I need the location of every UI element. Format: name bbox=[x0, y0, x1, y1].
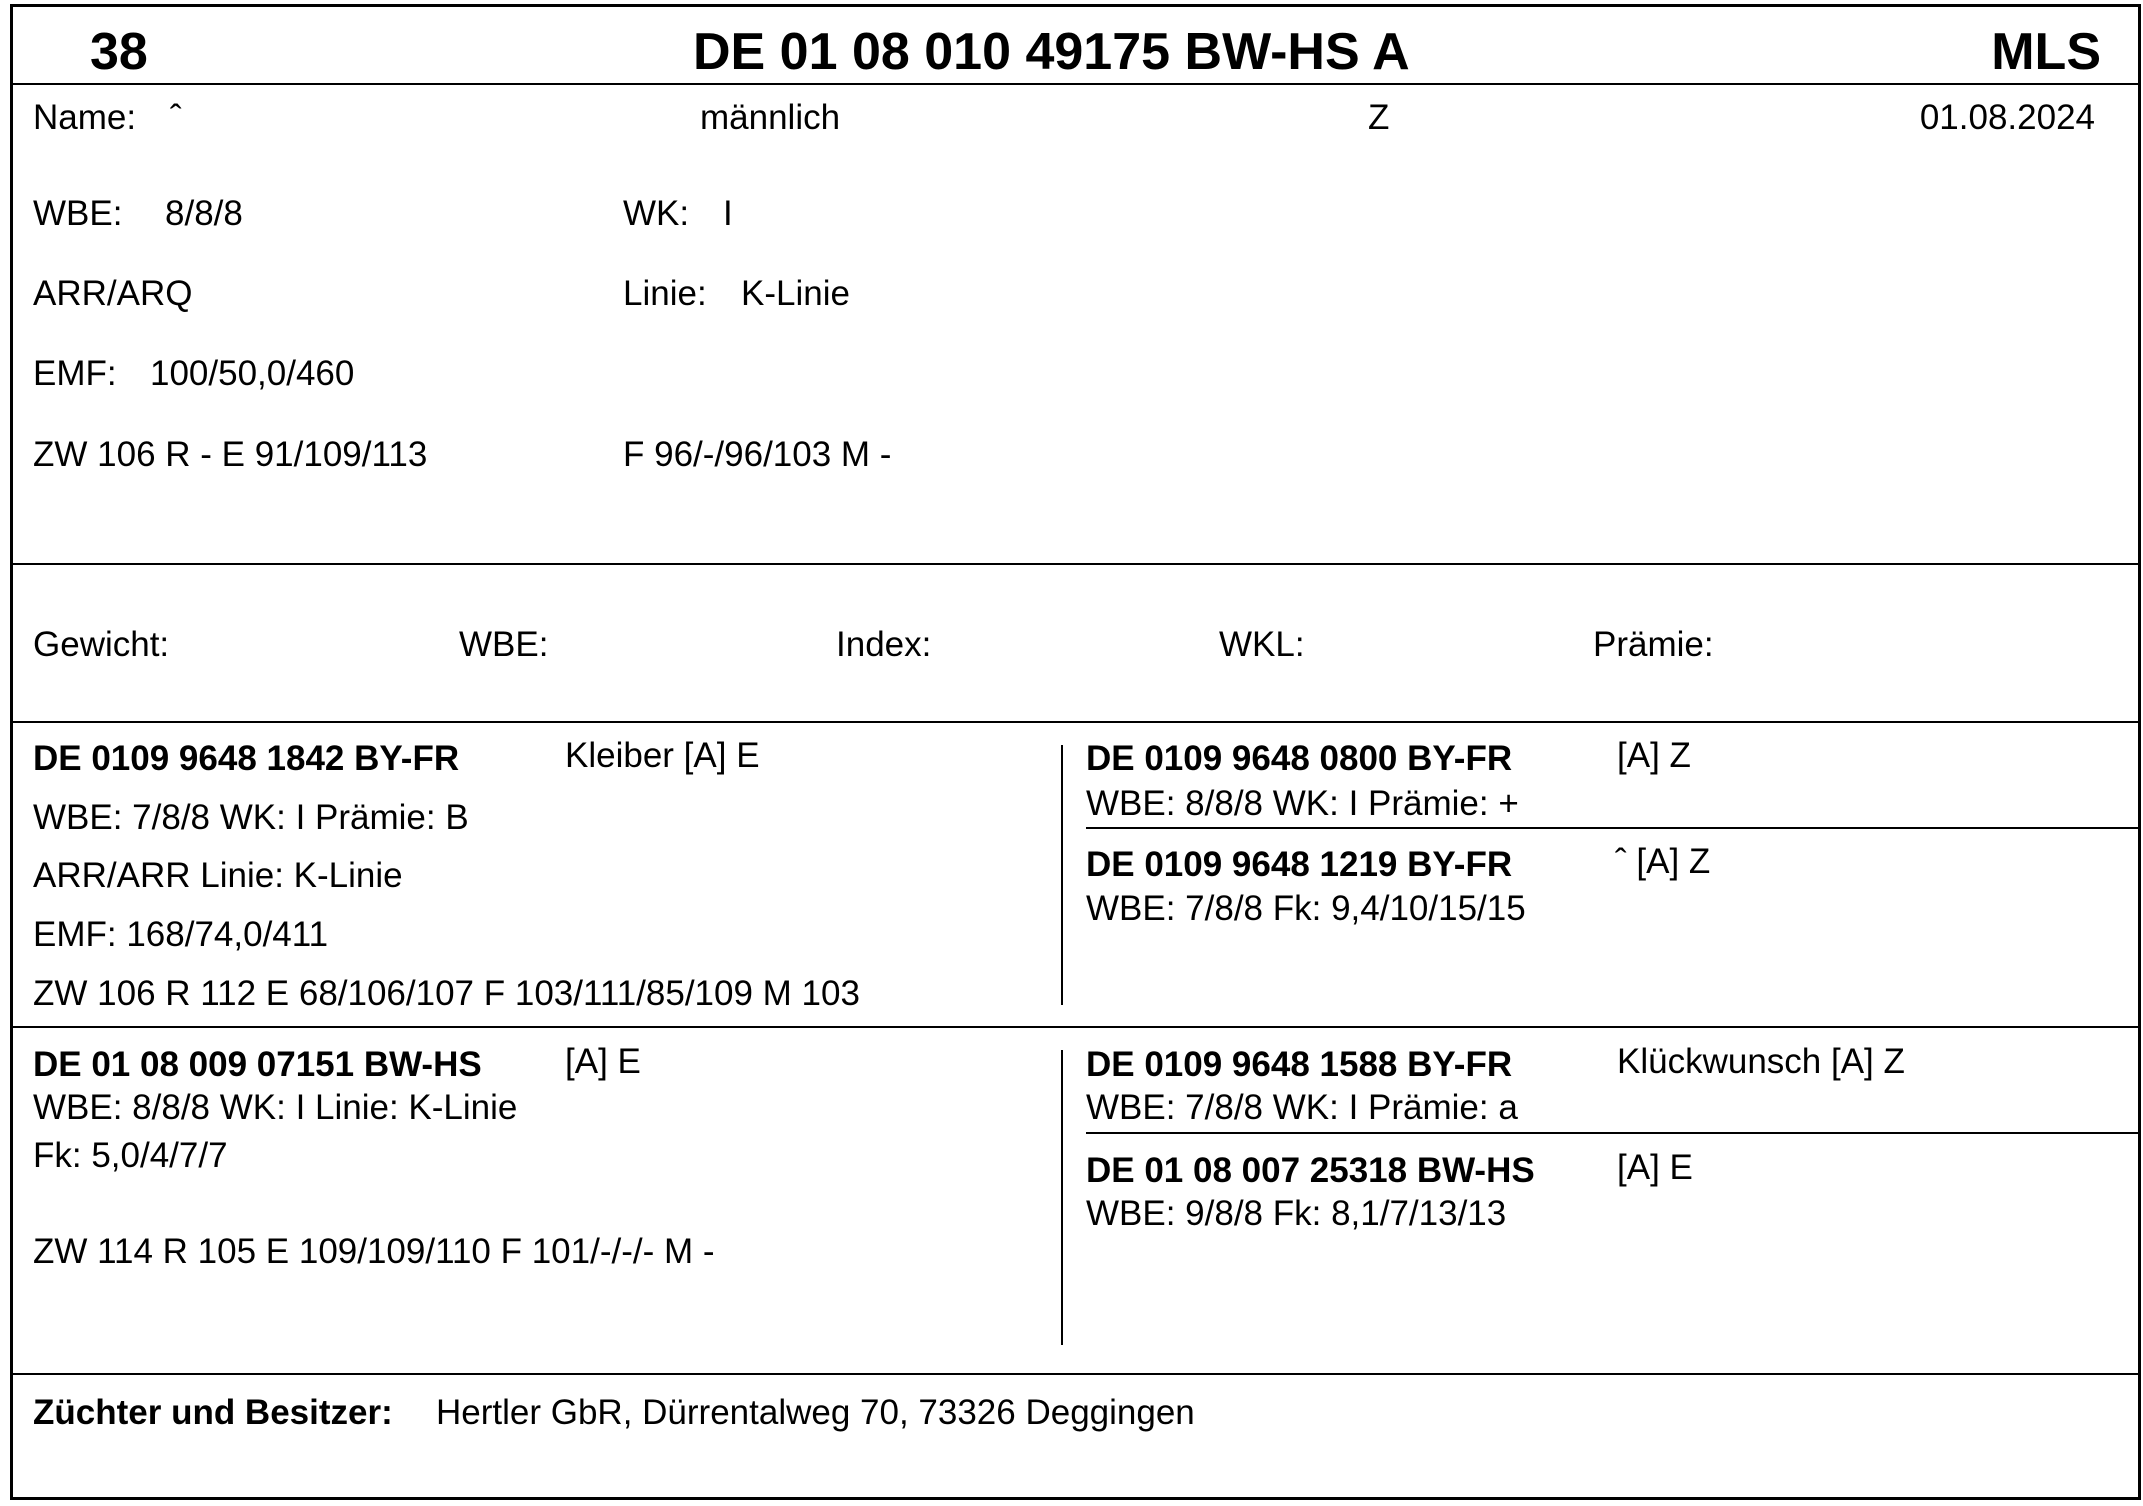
maternal-grandfather-tag: Klückwunsch [A] Z bbox=[1617, 1042, 1905, 1081]
emf-label: EMF: bbox=[33, 354, 117, 393]
date-value: 01.08.2024 bbox=[1919, 98, 2095, 137]
header-divider bbox=[10, 83, 2141, 85]
mother-line-1: WBE: 8/8/8 WK: I Linie: K-Linie bbox=[33, 1088, 518, 1127]
evaluation-divider bbox=[10, 721, 2141, 723]
mother-column-divider bbox=[1061, 1050, 1063, 1345]
mother-id: DE 01 08 009 07151 BW-HS bbox=[33, 1045, 482, 1084]
wbe-label: WBE: bbox=[33, 194, 123, 233]
f-line: F 96/-/96/103 M - bbox=[623, 435, 892, 474]
arr-value: ARR/ARQ bbox=[33, 274, 193, 313]
wk-label: WK: bbox=[623, 194, 690, 233]
index-label: Index: bbox=[836, 625, 932, 664]
linie-label: Linie: bbox=[623, 274, 707, 313]
paternal-grandmother-tag: ˆ [A] Z bbox=[1615, 842, 1711, 881]
father-tag: Kleiber [A] E bbox=[565, 736, 760, 775]
info-divider bbox=[10, 563, 2141, 565]
father-line-2: ARR/ARR Linie: K-Linie bbox=[33, 856, 403, 895]
paternal-grandfather-tag: [A] Z bbox=[1617, 736, 1691, 775]
gewicht-label: Gewicht: bbox=[33, 625, 170, 664]
mother-divider bbox=[10, 1373, 2141, 1375]
wk-value: I bbox=[723, 194, 733, 233]
mother-line-3: ZW 114 R 105 E 109/109/110 F 101/-/-/- M - bbox=[33, 1232, 715, 1271]
catalog-number: 38 bbox=[90, 23, 148, 81]
father-line-1: WBE: 7/8/8 WK: I Prämie: B bbox=[33, 798, 469, 837]
eval-wbe-label: WBE: bbox=[459, 625, 549, 664]
paternal-grandmother-line-1: WBE: 7/8/8 Fk: 9,4/10/15/15 bbox=[1086, 889, 1526, 928]
paternal-grandparents-divider bbox=[1086, 827, 2141, 829]
sex-value: männlich bbox=[700, 98, 841, 137]
mother-line-2: Fk: 5,0/4/7/7 bbox=[33, 1136, 228, 1175]
praemie-label: Prämie: bbox=[1593, 625, 1714, 664]
marker-value: Z bbox=[1368, 98, 1390, 137]
father-column-divider bbox=[1061, 745, 1063, 1005]
maternal-grandparents-divider bbox=[1086, 1132, 2141, 1134]
wkl-label: WKL: bbox=[1219, 625, 1305, 664]
maternal-grandfather-id: DE 0109 9648 1588 BY-FR bbox=[1086, 1045, 1513, 1084]
father-divider bbox=[10, 1026, 2141, 1028]
paternal-grandfather-id: DE 0109 9648 0800 BY-FR bbox=[1086, 739, 1513, 778]
ring-id: DE 01 08 010 49175 BW-HS A bbox=[693, 23, 1410, 81]
breeder-value: Hertler GbR, Dürrentalweg 70, 73326 Deggingen bbox=[436, 1393, 1195, 1432]
father-line-4: ZW 106 R 112 E 68/106/107 F 103/111/85/109 M 103 bbox=[33, 974, 860, 1013]
code-label: MLS bbox=[1991, 23, 2101, 81]
paternal-grandmother-id: DE 0109 9648 1219 BY-FR bbox=[1086, 845, 1513, 884]
maternal-grandmother-line-1: WBE: 9/8/8 Fk: 8,1/7/13/13 bbox=[1086, 1194, 1507, 1233]
zw-line: ZW 106 R - E 91/109/113 bbox=[33, 435, 428, 474]
name-label: Name: bbox=[33, 98, 137, 137]
maternal-grandmother-tag: [A] E bbox=[1617, 1148, 1693, 1187]
breeder-label: Züchter und Besitzer: bbox=[33, 1393, 393, 1432]
mother-tag: [A] E bbox=[565, 1042, 641, 1081]
father-id: DE 0109 9648 1842 BY-FR bbox=[33, 739, 460, 778]
name-value: ˆ bbox=[170, 98, 182, 137]
wbe-value: 8/8/8 bbox=[165, 194, 243, 233]
linie-value: K-Linie bbox=[741, 274, 850, 313]
emf-value: 100/50,0/460 bbox=[150, 354, 355, 393]
maternal-grandfather-line-1: WBE: 7/8/8 WK: I Prämie: a bbox=[1086, 1088, 1518, 1127]
maternal-grandmother-id: DE 01 08 007 25318 BW-HS bbox=[1086, 1151, 1535, 1190]
father-line-3: EMF: 168/74,0/411 bbox=[33, 915, 329, 954]
paternal-grandfather-line-1: WBE: 8/8/8 WK: I Prämie: + bbox=[1086, 784, 1519, 823]
